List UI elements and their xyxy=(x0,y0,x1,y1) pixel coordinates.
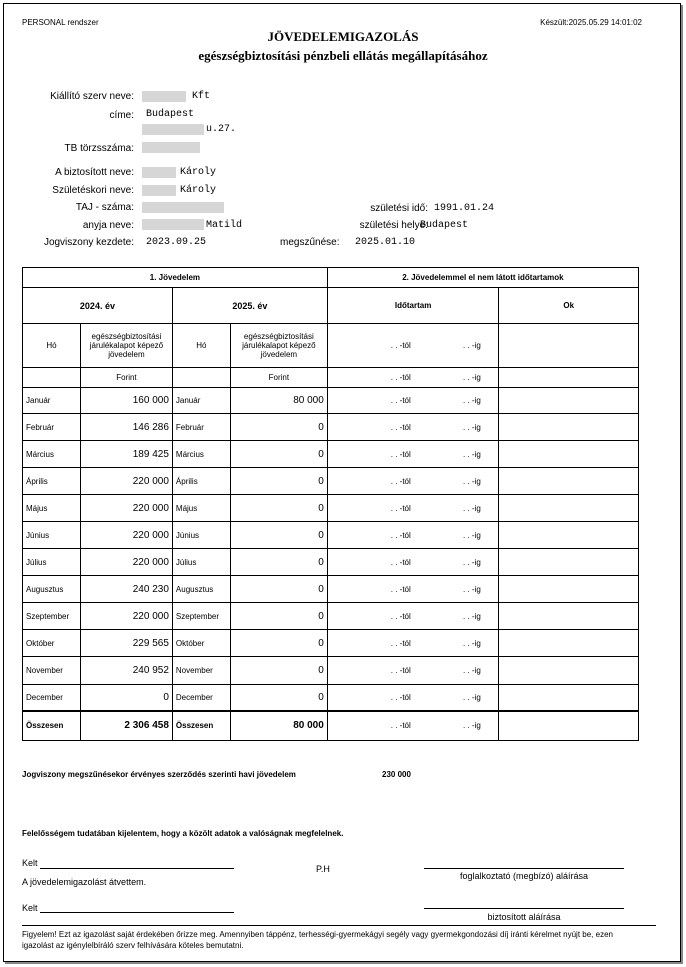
period-cell[interactable] xyxy=(327,576,499,603)
declaration-text: Felelősségem tudatában kijelentem, hogy a közölt adatok a valóságnak megfelelnek. xyxy=(22,829,344,838)
blank-cell xyxy=(23,368,81,388)
reason-cell[interactable] xyxy=(499,576,639,603)
tb-number-label: TB törzsszáma: xyxy=(64,143,134,154)
insured-signature-label: biztosított aláírása xyxy=(487,912,561,922)
page-title: JÖVEDELEMIGAZOLÁS xyxy=(267,29,419,44)
birthplace-label: születési helye: xyxy=(359,220,428,231)
total-2024: 2 306 458 xyxy=(80,711,172,741)
month-row xyxy=(23,441,639,468)
employment-end-label: megszűnése: xyxy=(280,237,340,248)
month-2025: December xyxy=(172,685,230,711)
month-2025: Június xyxy=(172,522,230,549)
notice-separator xyxy=(22,925,656,926)
employer-signature-label: foglalkoztató (megbízó) aláírása xyxy=(459,871,589,881)
value-2025: 0 xyxy=(230,414,327,441)
birthdate-label: születési idő: xyxy=(370,203,428,214)
period-to: . . -ig xyxy=(463,396,481,405)
value-2024: 146 286 xyxy=(80,414,172,441)
insured-name-label: A biztosított neve: xyxy=(55,167,134,178)
month-row xyxy=(23,549,639,576)
period-from: . . -tól xyxy=(390,503,411,513)
value-2025: 0 xyxy=(230,603,327,630)
value-2025: 0 xyxy=(230,522,327,549)
reason-header: Ok xyxy=(499,288,639,324)
month-2024: Március xyxy=(23,441,81,468)
month-2025: Március xyxy=(172,441,230,468)
created-timestamp: Készült:2025.05.29 14:01:02 xyxy=(540,18,642,27)
period-from: . . -tól xyxy=(390,396,411,405)
reason-cell[interactable] xyxy=(499,603,639,630)
month-row xyxy=(23,414,639,441)
employment-start-label: Jogviszony kezdete: xyxy=(43,237,134,248)
month-2025: Május xyxy=(172,495,230,522)
issuer-name-suffix: Kft xyxy=(192,91,211,102)
month-header-2025: Hó xyxy=(172,324,230,368)
period-to: . . -ig xyxy=(463,584,481,594)
period-to: . . -ig xyxy=(463,530,481,540)
insured-signature-line xyxy=(424,908,624,909)
month-row xyxy=(23,522,639,549)
currency-2024: Forint xyxy=(80,368,172,388)
value-2024: 220 000 xyxy=(80,495,172,522)
period-to: . . -ig xyxy=(463,666,481,675)
redacted-insured-surname xyxy=(142,167,176,178)
period-from: . . -tól xyxy=(390,449,411,459)
section-uncovered-title: 2. Jövedelemmel el nem látott időtartamok xyxy=(327,268,638,288)
month-2025: Február xyxy=(172,414,230,441)
birthname-value: Károly xyxy=(180,185,217,196)
received-text: A jövedelemigazolást átvettem. xyxy=(22,877,147,887)
currency-2025: Forint xyxy=(230,368,327,388)
monthly-income-label: Jogviszony megszűnésekor érvényes szerződés szerinti havi jövedelem xyxy=(22,770,296,779)
value-2024: 160 000 xyxy=(80,388,172,414)
taj-label: TAJ - száma: xyxy=(75,202,134,213)
employment-start-value: 2023.09.25 xyxy=(146,237,207,248)
value-2024: 240 952 xyxy=(80,657,172,685)
mother-name-value: Matild xyxy=(206,220,243,231)
income-header-2024: egészségbiztosítási járulékalapot képező jövedelem xyxy=(80,324,172,368)
month-row xyxy=(23,603,639,630)
section-income-title: 1. Jövedelem xyxy=(23,268,328,288)
value-2025: 0 xyxy=(230,441,327,468)
kelt-line-1 xyxy=(40,868,234,869)
value-2024: 220 000 xyxy=(80,603,172,630)
month-2025: Augusztus xyxy=(172,576,230,603)
period-cell[interactable] xyxy=(327,711,499,741)
month-2025: Október xyxy=(172,630,230,657)
reason-cell[interactable] xyxy=(499,441,639,468)
value-2024: 240 230 xyxy=(80,576,172,603)
month-2024: Szeptember xyxy=(23,603,81,630)
redacted-mother-surname xyxy=(142,219,204,230)
period-cell[interactable] xyxy=(327,468,499,495)
month-2025: Január xyxy=(172,388,230,414)
year-2025-header: 2025. év xyxy=(172,288,327,324)
mother-name-label: anyja neve: xyxy=(82,220,134,231)
month-2024: Július xyxy=(23,549,81,576)
month-row xyxy=(23,685,639,711)
value-2025: 0 xyxy=(230,549,327,576)
period-cell[interactable] xyxy=(327,603,499,630)
redacted-issuer-street xyxy=(142,124,204,135)
period-from: . . -tól xyxy=(390,692,411,702)
month-2024: Február xyxy=(23,414,81,441)
period-to: . . -ig xyxy=(463,503,481,513)
kelt-label-1: Kelt xyxy=(22,858,38,868)
reason-cell[interactable] xyxy=(499,522,639,549)
income-table xyxy=(22,267,639,741)
period-from: . . -tól xyxy=(390,584,411,594)
issuer-city: Budapest xyxy=(146,109,195,120)
income-header-2025: egészségbiztosítási járulékalapot képező jövedelem xyxy=(230,324,327,368)
period-cell[interactable] xyxy=(327,441,499,468)
month-2024: Június xyxy=(23,522,81,549)
month-row xyxy=(23,630,639,657)
period-cell[interactable] xyxy=(327,685,499,711)
period-cell[interactable] xyxy=(327,368,499,388)
month-2025: Április xyxy=(172,468,230,495)
system-name: PERSONAL rendszer xyxy=(22,18,99,27)
month-row xyxy=(23,657,639,685)
period-from: . . -tól xyxy=(390,373,411,382)
period-to: . . -ig xyxy=(463,341,481,350)
redacted-taj-number xyxy=(142,202,224,213)
month-row xyxy=(23,468,639,495)
kelt-label-2: Kelt xyxy=(22,903,38,913)
redacted-issuer-name xyxy=(142,91,186,102)
value-2025: 0 xyxy=(230,468,327,495)
period-to: . . -ig xyxy=(463,692,481,702)
issuer-street-suffix: u.27. xyxy=(206,124,237,135)
value-2025: 0 xyxy=(230,685,327,711)
total-row xyxy=(23,711,639,741)
reason-cell[interactable] xyxy=(499,324,639,368)
period-from: . . -tól xyxy=(390,638,411,648)
employer-signature-line xyxy=(424,868,624,869)
period-from: . . -tól xyxy=(390,530,411,540)
period-to: . . -ig xyxy=(463,557,481,567)
stamp-label: P.H xyxy=(316,864,330,874)
redacted-birth-surname xyxy=(142,185,176,196)
period-to: . . -ig xyxy=(463,449,481,459)
period-cell[interactable] xyxy=(327,549,499,576)
period-from: . . -tól xyxy=(390,476,411,486)
reason-cell[interactable] xyxy=(499,630,639,657)
reason-cell[interactable] xyxy=(499,549,639,576)
blank-cell xyxy=(172,368,230,388)
value-2025: 0 xyxy=(230,576,327,603)
period-header: Időtartam xyxy=(327,288,499,324)
month-2025: Július xyxy=(172,549,230,576)
value-2024: 220 000 xyxy=(80,468,172,495)
total-label-2024: Összesen xyxy=(23,711,81,741)
period-cell[interactable] xyxy=(327,414,499,441)
reason-cell[interactable] xyxy=(499,368,639,388)
period-cell[interactable] xyxy=(327,324,499,368)
period-cell[interactable] xyxy=(327,630,499,657)
birthplace-value: Budapest xyxy=(420,220,469,231)
reason-cell[interactable] xyxy=(499,468,639,495)
period-cell[interactable] xyxy=(327,495,499,522)
period-to: . . -ig xyxy=(463,611,481,621)
month-2025: Szeptember xyxy=(172,603,230,630)
month-2024: Január xyxy=(23,388,81,414)
period-from: . . -tól xyxy=(390,611,411,621)
reason-cell[interactable] xyxy=(499,495,639,522)
period-cell[interactable] xyxy=(327,522,499,549)
month-2024: Október xyxy=(23,630,81,657)
total-label-2025: Összesen xyxy=(172,711,230,741)
value-2024: 229 565 xyxy=(80,630,172,657)
month-row xyxy=(23,495,639,522)
period-to: . . -ig xyxy=(463,373,481,382)
value-2024: 220 000 xyxy=(80,522,172,549)
period-cell[interactable] xyxy=(327,657,499,685)
period-to: . . -ig xyxy=(463,638,481,648)
value-2024: 189 425 xyxy=(80,441,172,468)
period-from: . . -tól xyxy=(390,557,411,567)
reason-cell[interactable] xyxy=(499,388,639,414)
birthname-label: Születéskori neve: xyxy=(52,185,134,196)
period-cell[interactable] xyxy=(327,388,499,414)
notice-text: Figyelem! Ezt az igazolást saját érdekében őrizze meg. Amennyiben táppénz, terhességi-gyermekágyi segély vagy gyermekgondozási díj iránti kérelmet nyújt be, ezen igazolást az igénylelbíráló szerv felhívására köteles bemutatni. xyxy=(22,930,613,950)
month-2024: Április xyxy=(23,468,81,495)
period-from: . . -tól xyxy=(390,341,411,350)
month-row xyxy=(23,388,639,414)
total-2025: 80 000 xyxy=(230,711,327,741)
month-row xyxy=(23,576,639,603)
year-2024-header: 2024. év xyxy=(23,288,173,324)
month-2025: November xyxy=(172,657,230,685)
value-2025: 0 xyxy=(230,495,327,522)
month-header-2024: Hó xyxy=(23,324,81,368)
monthly-income-value: 230 000 xyxy=(382,770,411,779)
period-to: . . -ig xyxy=(463,476,481,486)
month-2024: November xyxy=(23,657,81,685)
value-2025: 80 000 xyxy=(230,388,327,414)
reason-cell[interactable] xyxy=(499,657,639,685)
period-from: . . -tól xyxy=(390,721,411,731)
redacted-tb-number xyxy=(142,142,200,153)
reason-cell[interactable] xyxy=(499,414,639,441)
page-subtitle: egészségbiztosítási pénzbeli ellátás megállapításához xyxy=(198,48,488,63)
period-to: . . -ig xyxy=(463,422,481,432)
value-2025: 0 xyxy=(230,630,327,657)
insured-name-value: Károly xyxy=(180,167,217,178)
period-from: . . -tól xyxy=(390,666,411,675)
month-2024: December xyxy=(23,685,81,711)
value-2025: 0 xyxy=(230,657,327,685)
period-to: . . -ig xyxy=(463,721,481,731)
month-2024: Május xyxy=(23,495,81,522)
reason-cell[interactable] xyxy=(499,685,639,711)
issuer-address-label: címe: xyxy=(109,110,134,121)
reason-cell[interactable] xyxy=(499,711,639,741)
period-from: . . -tól xyxy=(390,422,411,432)
birthdate-value: 1991.01.24 xyxy=(434,203,495,214)
employment-end-value: 2025.01.10 xyxy=(355,237,416,248)
month-2024: Augusztus xyxy=(23,576,81,603)
value-2024: 0 xyxy=(80,685,172,711)
kelt-line-2 xyxy=(40,912,234,913)
issuer-name-label: Kiállító szerv neve: xyxy=(50,91,134,102)
value-2024: 220 000 xyxy=(80,549,172,576)
